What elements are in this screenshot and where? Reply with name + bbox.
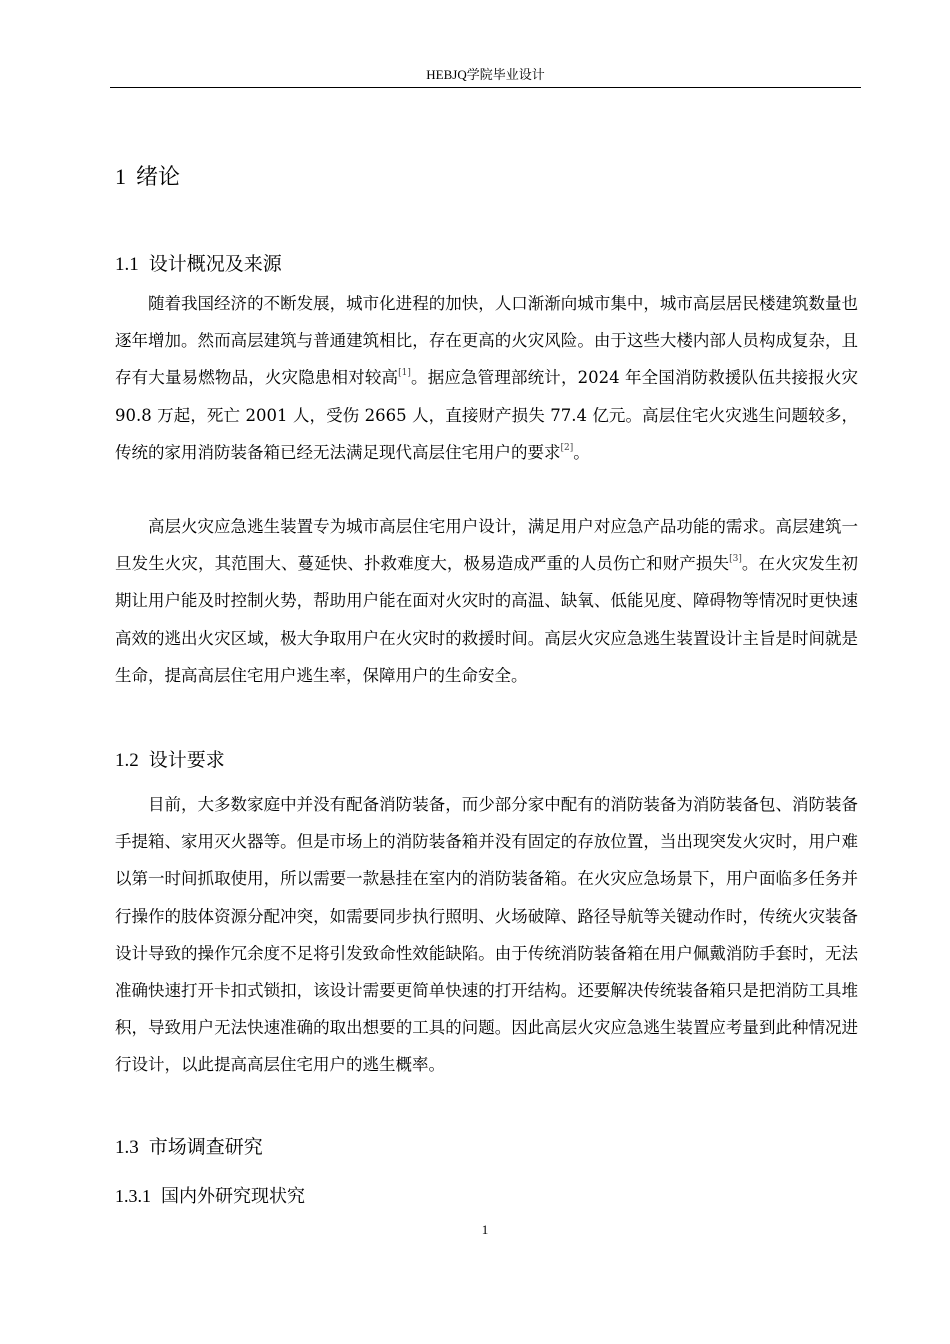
paragraph-1-text-c: 。 [573,442,590,462]
section-number: 1.3 [115,1137,139,1158]
chapter-title: 绪论 [136,165,181,190]
paragraph-1 [115,285,858,471]
paragraph-2-text-a: 高层火灾应急逃生装置专为城市高层住宅用户设计，满足用户对应急产品功能的需求。高层建筑一旦发生火灾，其范围大、蔓延快、扑救难度大，极易造成严重的人员伤亡和财产损失 [115,517,858,574]
section-title: 市场调查研究 [148,1136,263,1158]
section-heading-1-2 [115,746,225,775]
subsection-number: 1.3.1 [115,1186,151,1206]
paragraph-3: 目前，大多数家庭中并没有配备消防装备，而少部分家中配有的消防装备为消防装备包、消防装备手提箱、家用灭火器等。但是市场上的消防装备箱并没有固定的存放位置，当出现突发火灾时，用户难以第一时间抓取使用，所以需要一款悬挂在室内的消防装备箱。在火灾应急场景下，用户面临多任务并行操作的肢体资源分配冲突，如需要同步执行照明、火场破障、路径导航等关键动作时，传统火灾装备设计导致的操作冗余度不足将引发致命性效能缺陷。由于传统消防装备箱在用户佩戴消防手套时，无法准确快速打开卡扣式锁扣，该设计需要更简单快速的打开结构。还要解决传统装备箱只是把消防工具堆积，导致用户无法快速准确的取出想要的工具的问题。因此高层火灾应急逃生装置应考量到此种情况进行设计，以此提高高层住宅用户的逃生概率。 [115,795,858,1075]
section-title: 设计要求 [148,749,225,771]
subsection-heading-1-3-1 [115,1182,305,1211]
citation-2: [2] [560,442,574,453]
page-number: 1 [481,1222,489,1237]
page-header: HEBJQ学院毕业设计 [426,67,545,82]
section-heading-1-1 [115,250,282,279]
citation-3: [3] [729,554,742,565]
section-title: 设计概况及来源 [148,253,282,275]
header-rule [110,87,861,88]
section-number: 1.1 [115,254,139,275]
paragraph-1-text-b: 。据应急管理部统计，2024 年全国消防救援队伍共接报火灾 90.8 万起，死亡 2001 人，受伤 2665 人，直接财产损失 77.4 亿元。高层住宅火灾逃生问题较多，传统的家用消防装备箱已经无法满足现代高层住宅用户的要求 [115,368,858,462]
paragraph-2 [115,508,858,694]
section-heading-1-3 [115,1133,263,1162]
subsection-title: 国内外研究现状究 [161,1186,305,1207]
chapter-heading [115,162,180,193]
paragraph-1-text-a: 随着我国经济的不断发展，城市化进程的加快，人口渐渐向城市集中，城市高层居民楼建筑数量也逐年增加。然而高层建筑与普通建筑相比，存在更高的火灾风险。由于这些大楼内部人员构成复杂，且存有大量易燃物品，火灾隐患相对较高 [115,294,858,388]
section-number: 1.2 [115,750,139,771]
paragraph-2-text-b: 。在火灾发生初期让用户能及时控制火势，帮助用户能在面对火灾时的高温、缺氧、低能见度、障碍物等情况时更快速高效的逃出火灾区域，极大争取用户在火灾时的救援时间。高层火灾应急逃生装置设计主旨是时间就是生命，提高高层住宅用户逃生率，保障用户的生命安全。 [115,554,859,685]
citation-1: [1] [398,368,411,379]
chapter-number: 1 [115,164,126,189]
